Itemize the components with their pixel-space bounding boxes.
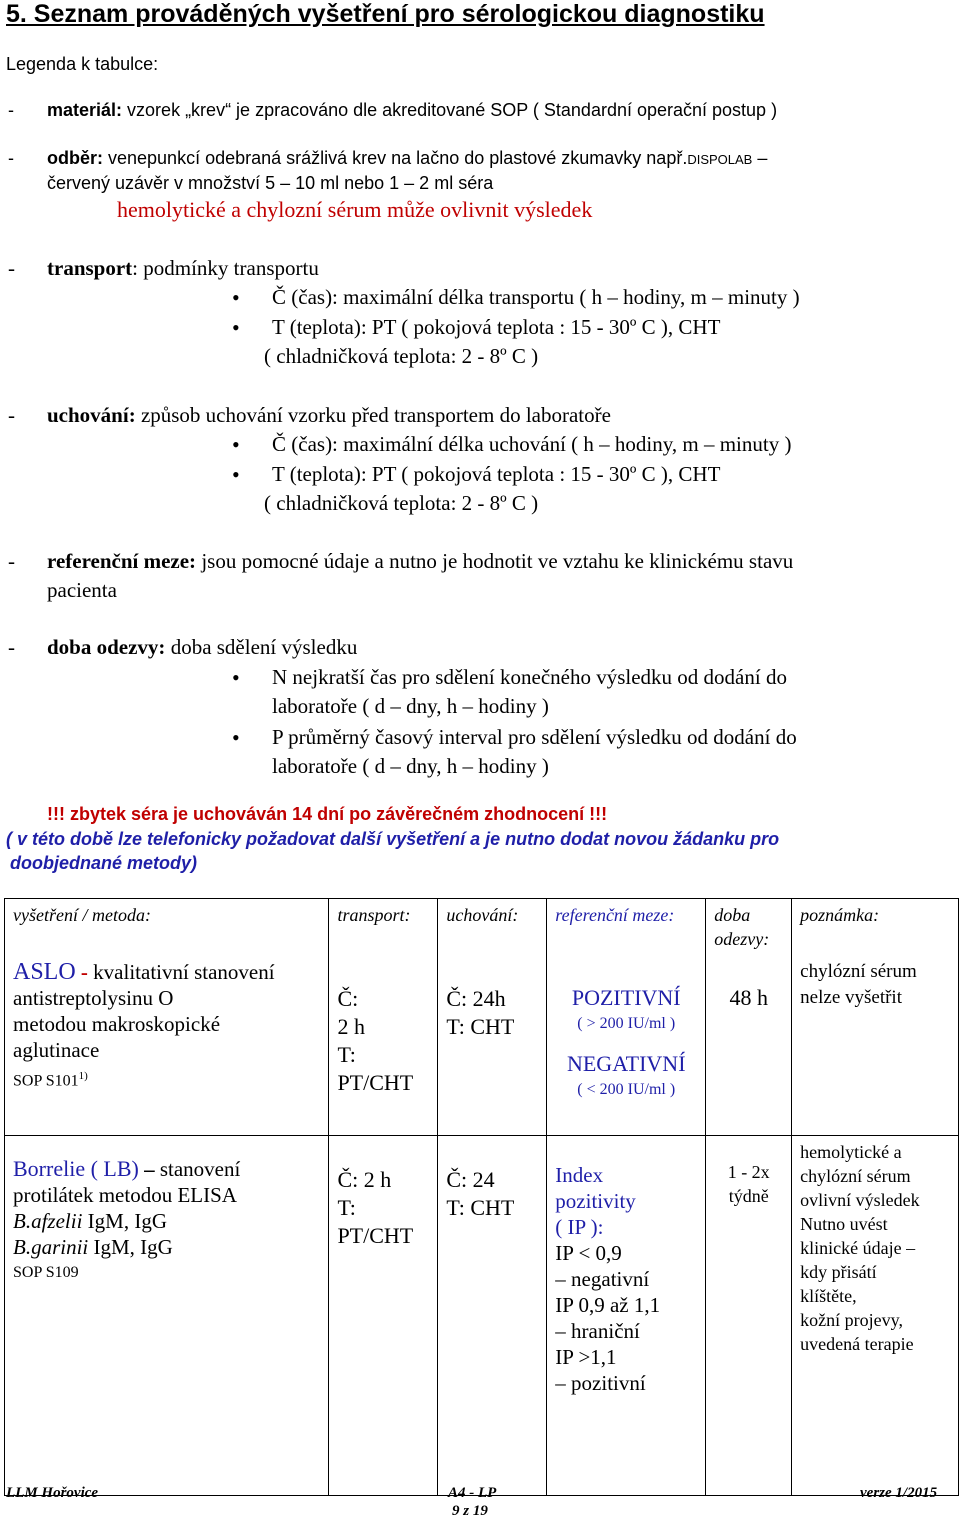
- legend-doba-p2: laboratoře ( d – dny, h – hodiny ): [272, 754, 549, 778]
- page-title: 5. Seznam prováděných vyšetření pro sérologickou diagnostiku: [6, 0, 765, 28]
- footer-right: verze 1/2015: [860, 1485, 938, 1501]
- legend-odber-line2: červený uzávěr v množství 5 – 10 ml nebo 1 – 2 ml séra: [47, 173, 494, 193]
- note-blue-line2: doobjednané metody): [10, 853, 198, 873]
- legend-doba-n2: laboratoře ( d – dny, h – hodiny ): [272, 694, 549, 718]
- examination-table: [4, 898, 959, 1496]
- legend-uchovani-b2-cont: ( chladničková teplota: 2 - 8º C ): [264, 491, 539, 515]
- legend-odber-warning: hemolytické a chylozní sérum může ovlivnit výsledek: [117, 197, 593, 222]
- cell-uchovani: Č: 24h T: CHT: [438, 955, 547, 1135]
- cell-referencni: POZITIVNÍ ( > 200 IU/ml ) NEGATIVNÍ ( < 200 IU/ml ): [547, 955, 706, 1135]
- bullet-icon: •: [232, 462, 240, 487]
- header-transport: transport:: [329, 899, 438, 956]
- note-blue-line1: ( v této době lze telefonicky požadovat další vyšetření a je nutno dodat novou žádanku pro: [6, 829, 780, 849]
- legend-heading: Legenda k tabulce:: [6, 54, 159, 74]
- header-metoda: vyšetření / metoda:: [5, 899, 329, 956]
- table-header: [5, 899, 959, 956]
- cell-poznamka: hemolytické a chylózní sérum ovlivní výsledek Nutno uvést klinické údaje – kdy přisátí klíštěte, kožní projevy, uvedená terapie: [792, 1135, 959, 1495]
- note-red: !!! zbytek séra je uchováván 14 dní po závěrečném zhodnocení !!!: [47, 804, 608, 824]
- legend-referencni-line2: pacienta: [47, 578, 117, 602]
- cell-doba: 1 - 2x týdně: [706, 1135, 792, 1495]
- footer-page: 9 z 19: [452, 1503, 488, 1519]
- header-uchovani: uchování:: [438, 899, 547, 956]
- table-row: [5, 955, 959, 1135]
- header-referencni: referenční meze:: [547, 899, 706, 956]
- bullet-icon: •: [232, 285, 240, 310]
- bullet-icon: •: [232, 315, 240, 340]
- cell-poznamka: chylózní sérum nelze vyšetřit: [792, 955, 959, 1135]
- footer-center: A4 - LP: [448, 1485, 497, 1501]
- cell-doba: 48 h: [706, 955, 792, 1135]
- bullet-icon: •: [232, 432, 240, 457]
- cell-metoda: ASLO - kvalitativní stanovení antistreptolysinu O metodou makroskopické aglutinace SOP S101$^{1)}$: [5, 955, 329, 1135]
- legend-transport-b2-cont: ( chladničková teplota: 2 - 8º C ): [264, 344, 539, 368]
- header-poznamka: poznámka:: [792, 899, 959, 956]
- table-row: [5, 1135, 959, 1495]
- header-doba: doba odezvy:: [706, 899, 792, 956]
- cell-uchovani: Č: 24 T: CHT: [438, 1135, 547, 1495]
- footer-left: LLM Hořovice: [6, 1485, 99, 1501]
- bullet-icon: •: [232, 665, 240, 690]
- bullet-icon: •: [232, 725, 240, 750]
- cell-transport: Č: 2 h T: PT/CHT: [329, 1135, 438, 1495]
- cell-transport: Č: 2 h T: PT/CHT: [329, 955, 438, 1135]
- cell-metoda: Borrelie ( LB) – stanovení protilátek metodou ELISA B.afzelii IgM, IgG B.garinii IgM, IgG SOP S109: [5, 1135, 329, 1495]
- cell-referencni: Index pozitivity ( IP ): IP < 0,9 – negativní IP 0,9 až 1,1 – hraniční IP >1,1 – pozitivní: [547, 1135, 706, 1495]
